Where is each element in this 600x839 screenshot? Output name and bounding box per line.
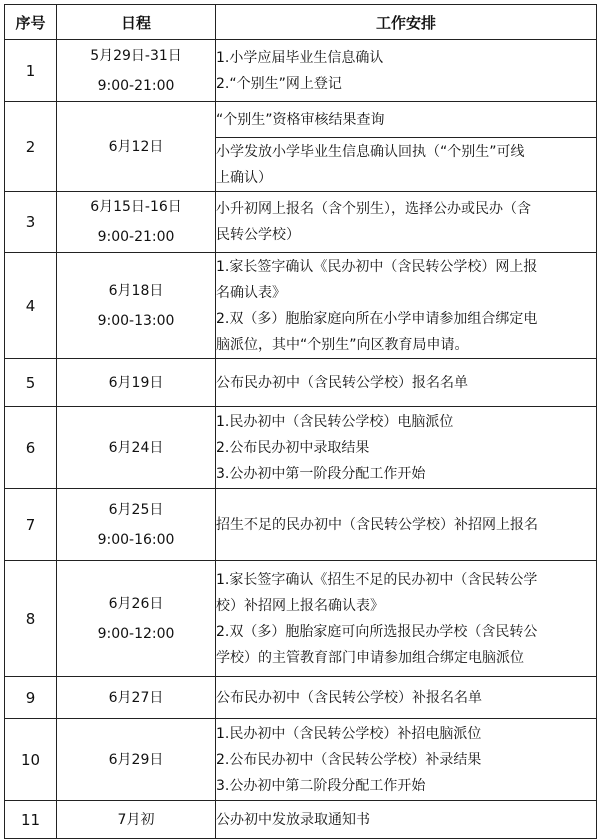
row-number: 6 bbox=[5, 407, 57, 489]
table-row bbox=[5, 489, 597, 561]
date-line: 9:00-21:00 bbox=[97, 77, 175, 94]
date-line: 9:00-16:00 bbox=[97, 531, 175, 548]
task-line: 招生不足的民办初中（含民转公学校）补招网上报名 bbox=[216, 516, 538, 533]
task-cell bbox=[216, 192, 597, 253]
table-row bbox=[5, 407, 597, 489]
date-line: 6月27日 bbox=[108, 689, 164, 706]
task-line: 民转公学校） bbox=[216, 227, 300, 243]
task-line: 2.“个别生”网上登记 bbox=[216, 75, 342, 92]
schedule-date bbox=[57, 253, 216, 359]
task-cell bbox=[216, 677, 597, 719]
task-cell bbox=[216, 801, 597, 839]
date-line: 9:00-12:00 bbox=[97, 625, 175, 642]
task-line: 2.公布民办初中（含民转公学校）补录结果 bbox=[216, 751, 482, 768]
task-cell bbox=[216, 40, 597, 102]
header-no: 序号 bbox=[5, 5, 57, 40]
schedule-date bbox=[57, 677, 216, 719]
date-line: 6月18日 bbox=[108, 282, 164, 299]
date-line: 6月15日-16日 bbox=[90, 199, 182, 215]
schedule-date bbox=[57, 719, 216, 801]
task-line: 小学发放小学毕业生信息确认回执（“个别生”可线 bbox=[216, 143, 525, 160]
task-line: 1.小学应届毕业生信息确认 bbox=[216, 49, 384, 66]
schedule-date bbox=[57, 40, 216, 102]
task-cell bbox=[216, 102, 597, 138]
row-number: 2 bbox=[5, 102, 57, 192]
task-line: 2.双（多）胞胎家庭向所在小学申请参加组合绑定电 bbox=[216, 310, 538, 327]
schedule-date bbox=[57, 192, 216, 253]
row-number: 1 bbox=[5, 40, 57, 102]
schedule-date bbox=[57, 407, 216, 489]
date-line: 6月25日 bbox=[108, 501, 164, 518]
task-line: 脑派位，其中“个别生”向区教育局申请。 bbox=[216, 336, 469, 353]
row-number: 7 bbox=[5, 489, 57, 561]
date-line: 6月12日 bbox=[108, 138, 164, 155]
date-line: 6月24日 bbox=[108, 439, 164, 456]
date-line: 6月29日 bbox=[108, 751, 164, 768]
schedule-date bbox=[57, 489, 216, 561]
task-line: 1.家长签字确认《民办初中（含民转公学校）网上报 bbox=[216, 258, 538, 275]
row-number: 9 bbox=[5, 677, 57, 719]
task-line: 2.公布民办初中录取结果 bbox=[216, 439, 370, 456]
row-number: 4 bbox=[5, 253, 57, 359]
table-row bbox=[5, 677, 597, 719]
task-cell bbox=[216, 561, 597, 677]
task-line: 公布民办初中（含民转公学校）补报名名单 bbox=[216, 689, 482, 706]
row-number: 11 bbox=[5, 801, 57, 839]
task-line: 上确认） bbox=[216, 169, 272, 186]
task-cell bbox=[216, 359, 597, 407]
task-line: “个别生”资格审核结果查询 bbox=[216, 111, 385, 128]
date-line: 6月19日 bbox=[108, 374, 164, 391]
schedule-date bbox=[57, 801, 216, 839]
table-row bbox=[5, 40, 597, 102]
date-line: 9:00-13:00 bbox=[97, 312, 175, 329]
table-row bbox=[5, 719, 597, 801]
table-row bbox=[5, 801, 597, 839]
task-line: 公办初中发放录取通知书 bbox=[216, 811, 370, 828]
row-number: 8 bbox=[5, 561, 57, 677]
row-number: 3 bbox=[5, 192, 57, 253]
row-number: 5 bbox=[5, 359, 57, 407]
schedule-date bbox=[57, 359, 216, 407]
task-cell bbox=[216, 719, 597, 801]
task-line: 校）补招网上报名确认表》 bbox=[216, 597, 384, 614]
schedule-date bbox=[57, 561, 216, 677]
task-cell bbox=[216, 407, 597, 489]
header-tasks: 工作安排 bbox=[216, 5, 597, 40]
task-line: 1.家长签字确认《招生不足的民办初中（含民转公学 bbox=[216, 571, 538, 588]
task-line: 3.公办初中第一阶段分配工作开始 bbox=[216, 465, 426, 482]
task-line: 2.双（多）胞胎家庭可向所选报民办学校（含民转公 bbox=[216, 623, 538, 640]
task-line: 小升初网上报名（含个别生），选择公办或民办（含 bbox=[216, 201, 531, 217]
date-line: 5月29日-31日 bbox=[90, 47, 182, 64]
task-cell bbox=[216, 138, 597, 192]
task-line: 公布民办初中（含民转公学校）报名名单 bbox=[216, 374, 468, 391]
header-row bbox=[5, 5, 597, 40]
task-cell bbox=[216, 253, 597, 359]
table-row bbox=[5, 192, 597, 253]
row-number: 10 bbox=[5, 719, 57, 801]
task-line: 3.公办初中第二阶段分配工作开始 bbox=[216, 777, 426, 794]
schedule-date bbox=[57, 102, 216, 192]
table-row bbox=[5, 102, 597, 138]
date-line: 7月初 bbox=[117, 811, 155, 828]
table-row bbox=[5, 253, 597, 359]
date-line: 9:00-21:00 bbox=[97, 229, 175, 245]
task-line: 学校）的主管教育部门申请参加组合绑定电脑派位 bbox=[216, 649, 524, 666]
task-line: 名确认表》 bbox=[216, 284, 286, 301]
table-row bbox=[5, 359, 597, 407]
task-line: 1.民办初中（含民转公学校）电脑派位 bbox=[216, 413, 454, 430]
date-line: 6月26日 bbox=[108, 595, 164, 612]
task-cell bbox=[216, 489, 597, 561]
table-row bbox=[5, 561, 597, 677]
schedule-table bbox=[4, 4, 597, 839]
header-date: 日程 bbox=[57, 5, 216, 40]
task-line: 1.民办初中（含民转公学校）补招电脑派位 bbox=[216, 725, 482, 742]
